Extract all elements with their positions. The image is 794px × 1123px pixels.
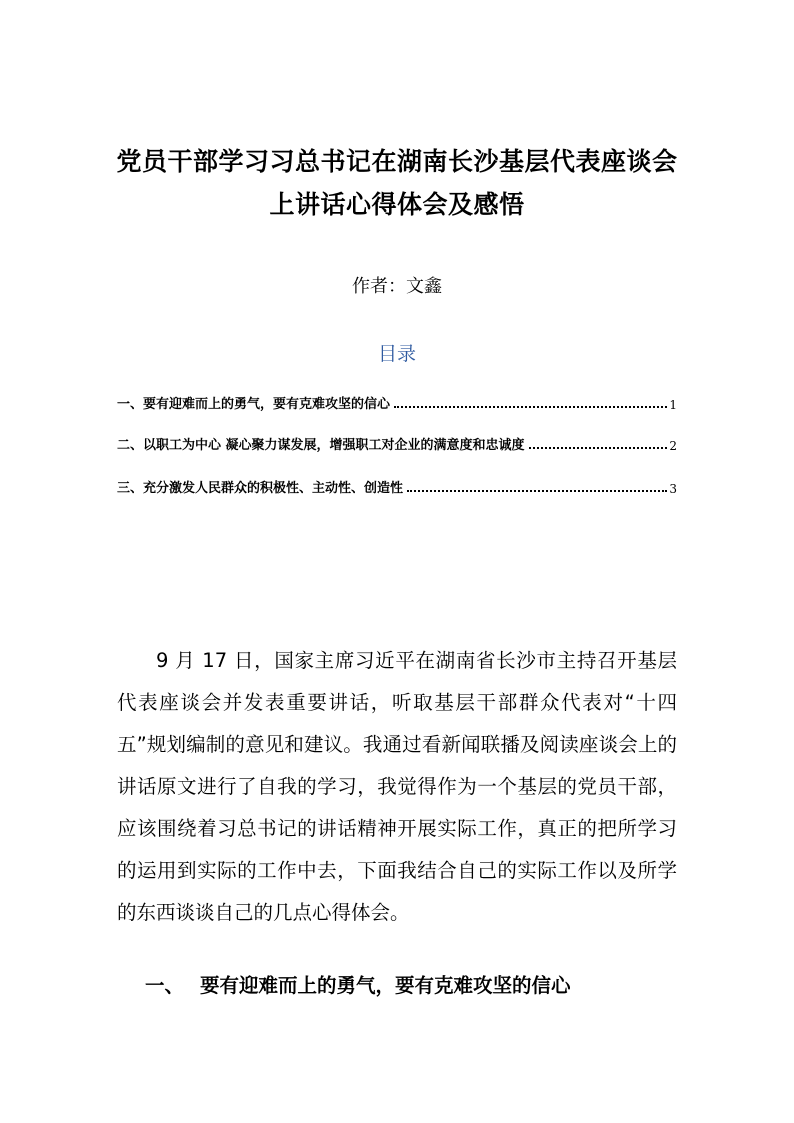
document-title-line-2: 上讲话心得体会及感悟 bbox=[269, 190, 525, 219]
toc-heading: 目录 bbox=[377, 343, 416, 365]
toc-entry-page: 1 bbox=[669, 398, 677, 412]
body-paragraph: 9 月 17 日，国家主席习近平在湖南省长沙市主持召开基层代表座谈会并发表重要讲话，听取基层干部群众代表对“十四五”规划编制的意见和建议。我通过看新闻联播及阅读座谈会上的讲话原文进行了自我的学习，我觉得作为一个基层的党员干部，应该围绕着习总书记的讲话精神开展实际工作，真正的把所学习的运用到实际的工作中去，下面我结合自己的实际工作以及所学的东西谈谈自己的几点心得体会。 bbox=[117, 649, 677, 924]
toc-dot-leader bbox=[407, 490, 667, 492]
toc-entry-page: 3 bbox=[669, 482, 677, 496]
author-line: 作者：文鑫 bbox=[352, 276, 442, 297]
section-heading-1 bbox=[145, 970, 571, 998]
toc-entry-1[interactable] bbox=[117, 394, 677, 412]
section-title: 要有迎难而上的勇气，要有克难攻坚的信心 bbox=[200, 974, 571, 997]
document-title-line-1: 党员干部学习习总书记在湖南长沙基层代表座谈会 bbox=[116, 147, 678, 176]
toc-entry-label: 一、要有迎难而上的勇气，要有克难攻坚的信心 bbox=[117, 397, 391, 412]
toc-dot-leader bbox=[394, 406, 667, 408]
toc-entry-label: 二、以职工为中心 凝心聚力谋发展，增强职工对企业的满意度和忠诚度 bbox=[117, 438, 525, 453]
toc-entry-3[interactable] bbox=[117, 478, 677, 496]
section-number: 一、 bbox=[145, 974, 185, 997]
toc-entry-page: 2 bbox=[669, 439, 677, 453]
toc-dot-leader bbox=[529, 447, 668, 449]
toc-entry-label: 三、充分激发人民群众的积极性、主动性、创造性 bbox=[117, 481, 404, 496]
toc-entry-2[interactable] bbox=[117, 435, 677, 453]
